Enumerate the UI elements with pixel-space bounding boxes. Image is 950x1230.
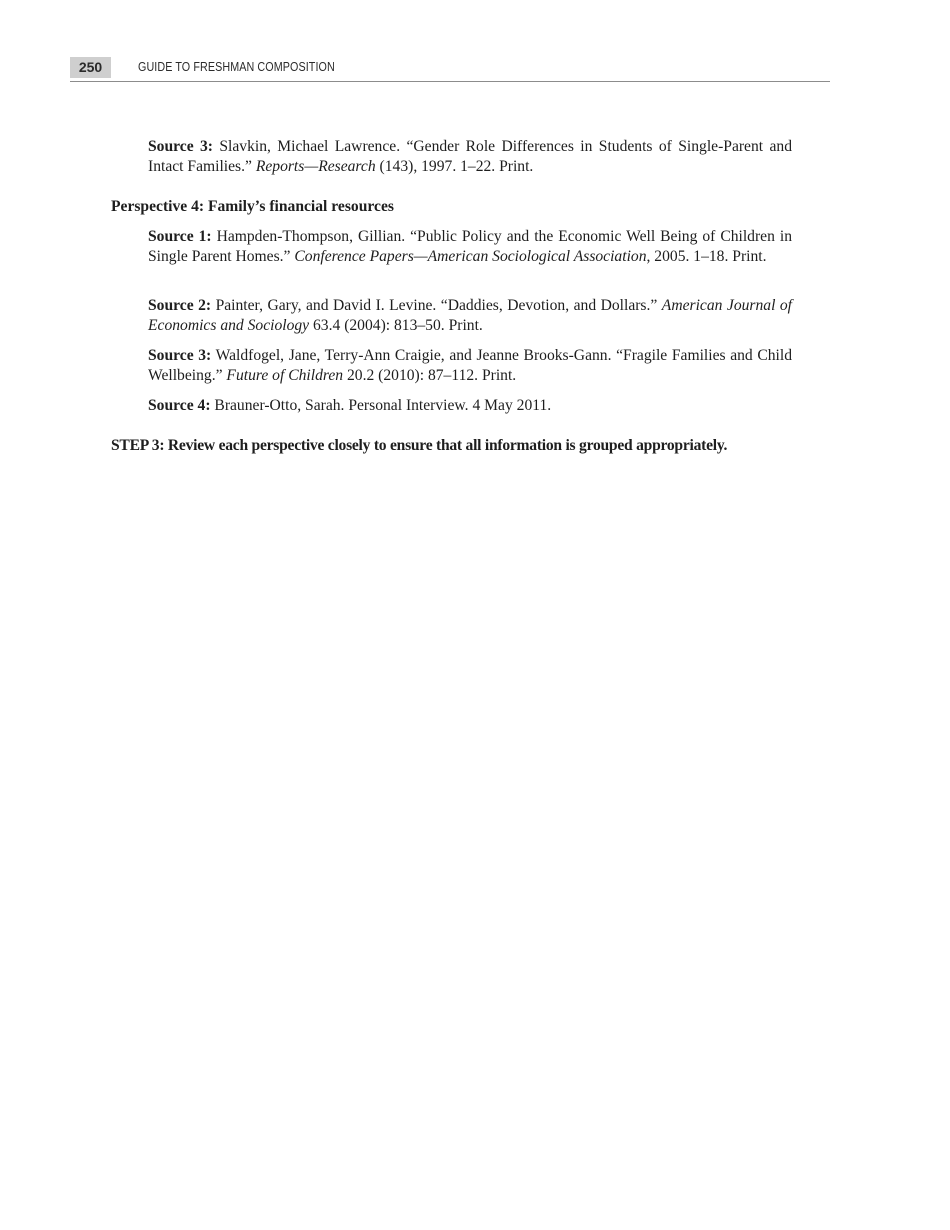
citation-italic-title: American Journal of Economics and Sociology — [148, 297, 793, 334]
citation-text: Waldfogel, Jane, Terry-Ann Craigie, and Jeanne Brooks-Gann. “Fragile Families and Child Wellbeing.” — [148, 347, 793, 384]
citation-text-end: 63.4 (2004): 813–50. Print. — [309, 317, 483, 334]
citation-italic-title: Conference Papers—American Sociological Association — [294, 248, 647, 265]
running-header — [70, 55, 830, 82]
citation-source-3 — [148, 346, 792, 386]
page-number: 250 — [70, 57, 111, 78]
citation-source-2 — [148, 296, 792, 336]
citation-source-3-previous — [148, 137, 792, 177]
perspective-4-heading: Perspective 4: Family’s financial resources — [111, 198, 394, 215]
citation-label: Source 4: — [148, 397, 211, 414]
citation-label: Source 3: — [148, 347, 212, 364]
citation-text: Hampden-Thompson, Gillian. “Public Policy and the Economic Well Being of Children in Single Parent Homes.” — [148, 228, 792, 265]
step-3-heading: STEP 3: Review each perspective closely to ensure that all information is grouped appropriately. — [111, 437, 728, 454]
citation-source-1 — [148, 227, 792, 267]
citation-source-4 — [148, 396, 792, 416]
citation-text-end: 20.2 (2010): 87–112. Print. — [343, 367, 517, 384]
citation-text: Painter, Gary, and David I. Levine. “Daddies, Devotion, and Dollars.” — [211, 297, 662, 314]
book-title: GUIDE TO FRESHMAN COMPOSITION — [138, 60, 335, 74]
citation-label: Source 1: — [148, 228, 212, 245]
citation-italic-title: Future of Children — [226, 367, 344, 384]
citation-text: Brauner-Otto, Sarah. Personal Interview. 4 May 2011. — [210, 397, 552, 414]
citation-label: Source 3: — [148, 138, 213, 155]
citation-text-end: , 2005. 1–18. Print. — [646, 248, 767, 265]
citation-text: Slavkin, Michael Lawrence. “Gender Role Differences in Students of Single-Parent and Intact Families.” — [148, 138, 792, 175]
citation-italic-title: Reports—Research — [255, 158, 376, 175]
citation-label: Source 2: — [148, 297, 212, 314]
citation-text-end: (143), 1997. 1–22. Print. — [375, 158, 534, 175]
